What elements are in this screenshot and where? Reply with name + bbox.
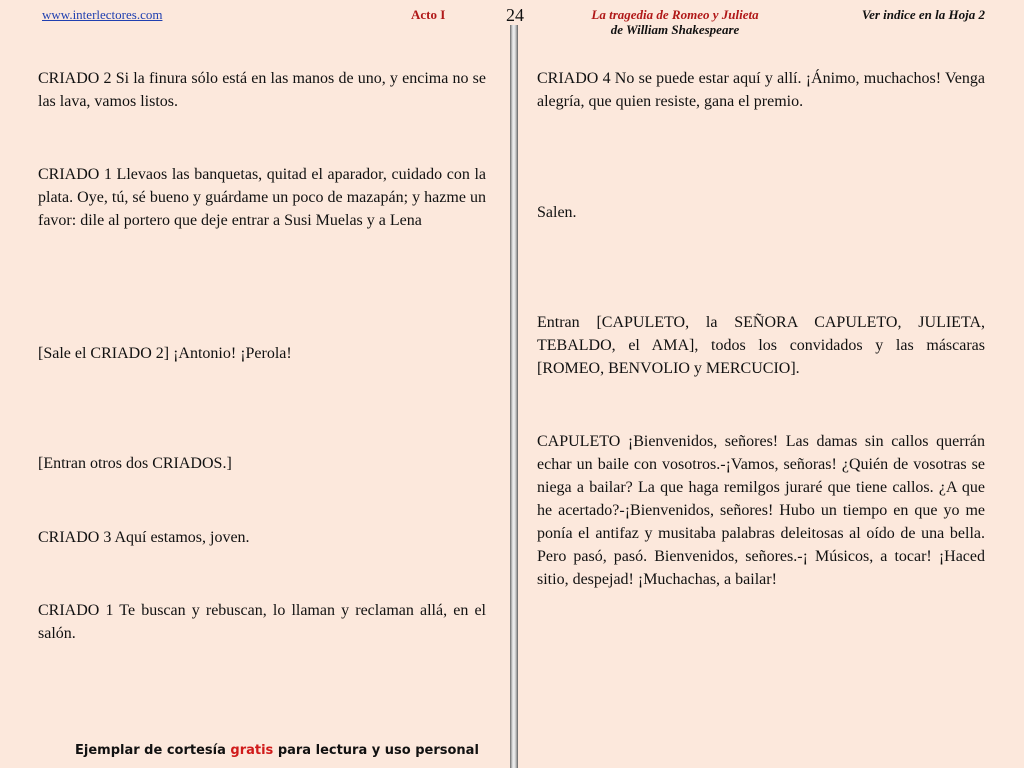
stage-direction: Entran [CAPULETO, la SEÑORA CAPULETO, JULIETA, TEBALDO, el AMA], todos los convidados y las máscaras [ROMEO, BENVOLIO y MERCUCIO]. xyxy=(537,314,985,377)
dialogue-paragraph: CRIADO 3 Aquí estamos, joven. xyxy=(38,529,250,546)
footer-suffix: para lectura y uso personal xyxy=(273,743,479,758)
footer-highlight: gratis xyxy=(230,743,274,758)
dialogue-paragraph: [Sale el CRIADO 2] ¡Antonio! ¡Perola! xyxy=(38,345,292,362)
left-column xyxy=(38,0,486,768)
footer-prefix: Ejemplar de cortesía xyxy=(75,743,231,758)
page-number: 24 xyxy=(506,5,524,25)
stage-direction: Salen. xyxy=(537,204,577,221)
site-link[interactable]: www.interlectores.com xyxy=(42,7,163,22)
dialogue-paragraph: CRIADO 1 Te buscan y rebuscan, lo llaman y reclaman allá, en el salón. xyxy=(38,602,486,642)
act-label: Acto I xyxy=(411,7,446,22)
dialogue-paragraph: CRIADO 1 Llevaos las banquetas, quitad el aparador, cuidado con la plata. Oye, tú, sé bueno y guárdame un poco de mazapán; y hazme un favor: dile al portero que deje entrar a Susi Muelas y a Lena xyxy=(38,166,486,229)
dialogue-paragraph: CAPULETO ¡Bienvenidos, señores! Las damas sin callos querrán echar un baile con vosotros.-¡Vamos, señoras! ¿Quién de vosotras se niega a bailar? La que haga remilgos juraré que tiene callos. ¿A que he acertado?-¡Bienvenidos, señores! Hubo un tiempo en que yo me ponía el antifaz y musitaba palabras deleitosas al oído de una bella. Pero pasó, pasó. Bienvenidos, señores.-¡ Músicos, a tocar! ¡Haced sitio, despejad! ¡Muchachas, a bailar! xyxy=(537,433,985,588)
footer-note xyxy=(75,743,479,758)
book-author: de William Shakespeare xyxy=(610,22,740,37)
page-spine xyxy=(510,25,518,768)
book-title-text: La tragedia de Romeo y Julieta xyxy=(591,7,759,22)
dialogue-paragraph: CRIADO 2 Si la finura sólo está en las manos de uno, y encima no se las lava, vamos listos. xyxy=(38,70,486,110)
right-column xyxy=(537,0,985,768)
index-note: Ver indice en la Hoja 2 xyxy=(861,7,985,22)
dialogue-paragraph: CRIADO 4 No se puede estar aquí y allí. ¡Ánimo, muchachos! Venga alegría, que quien resiste, gana el premio. xyxy=(537,70,985,110)
dialogue-paragraph: [Entran otros dos CRIADOS.] xyxy=(38,455,232,472)
